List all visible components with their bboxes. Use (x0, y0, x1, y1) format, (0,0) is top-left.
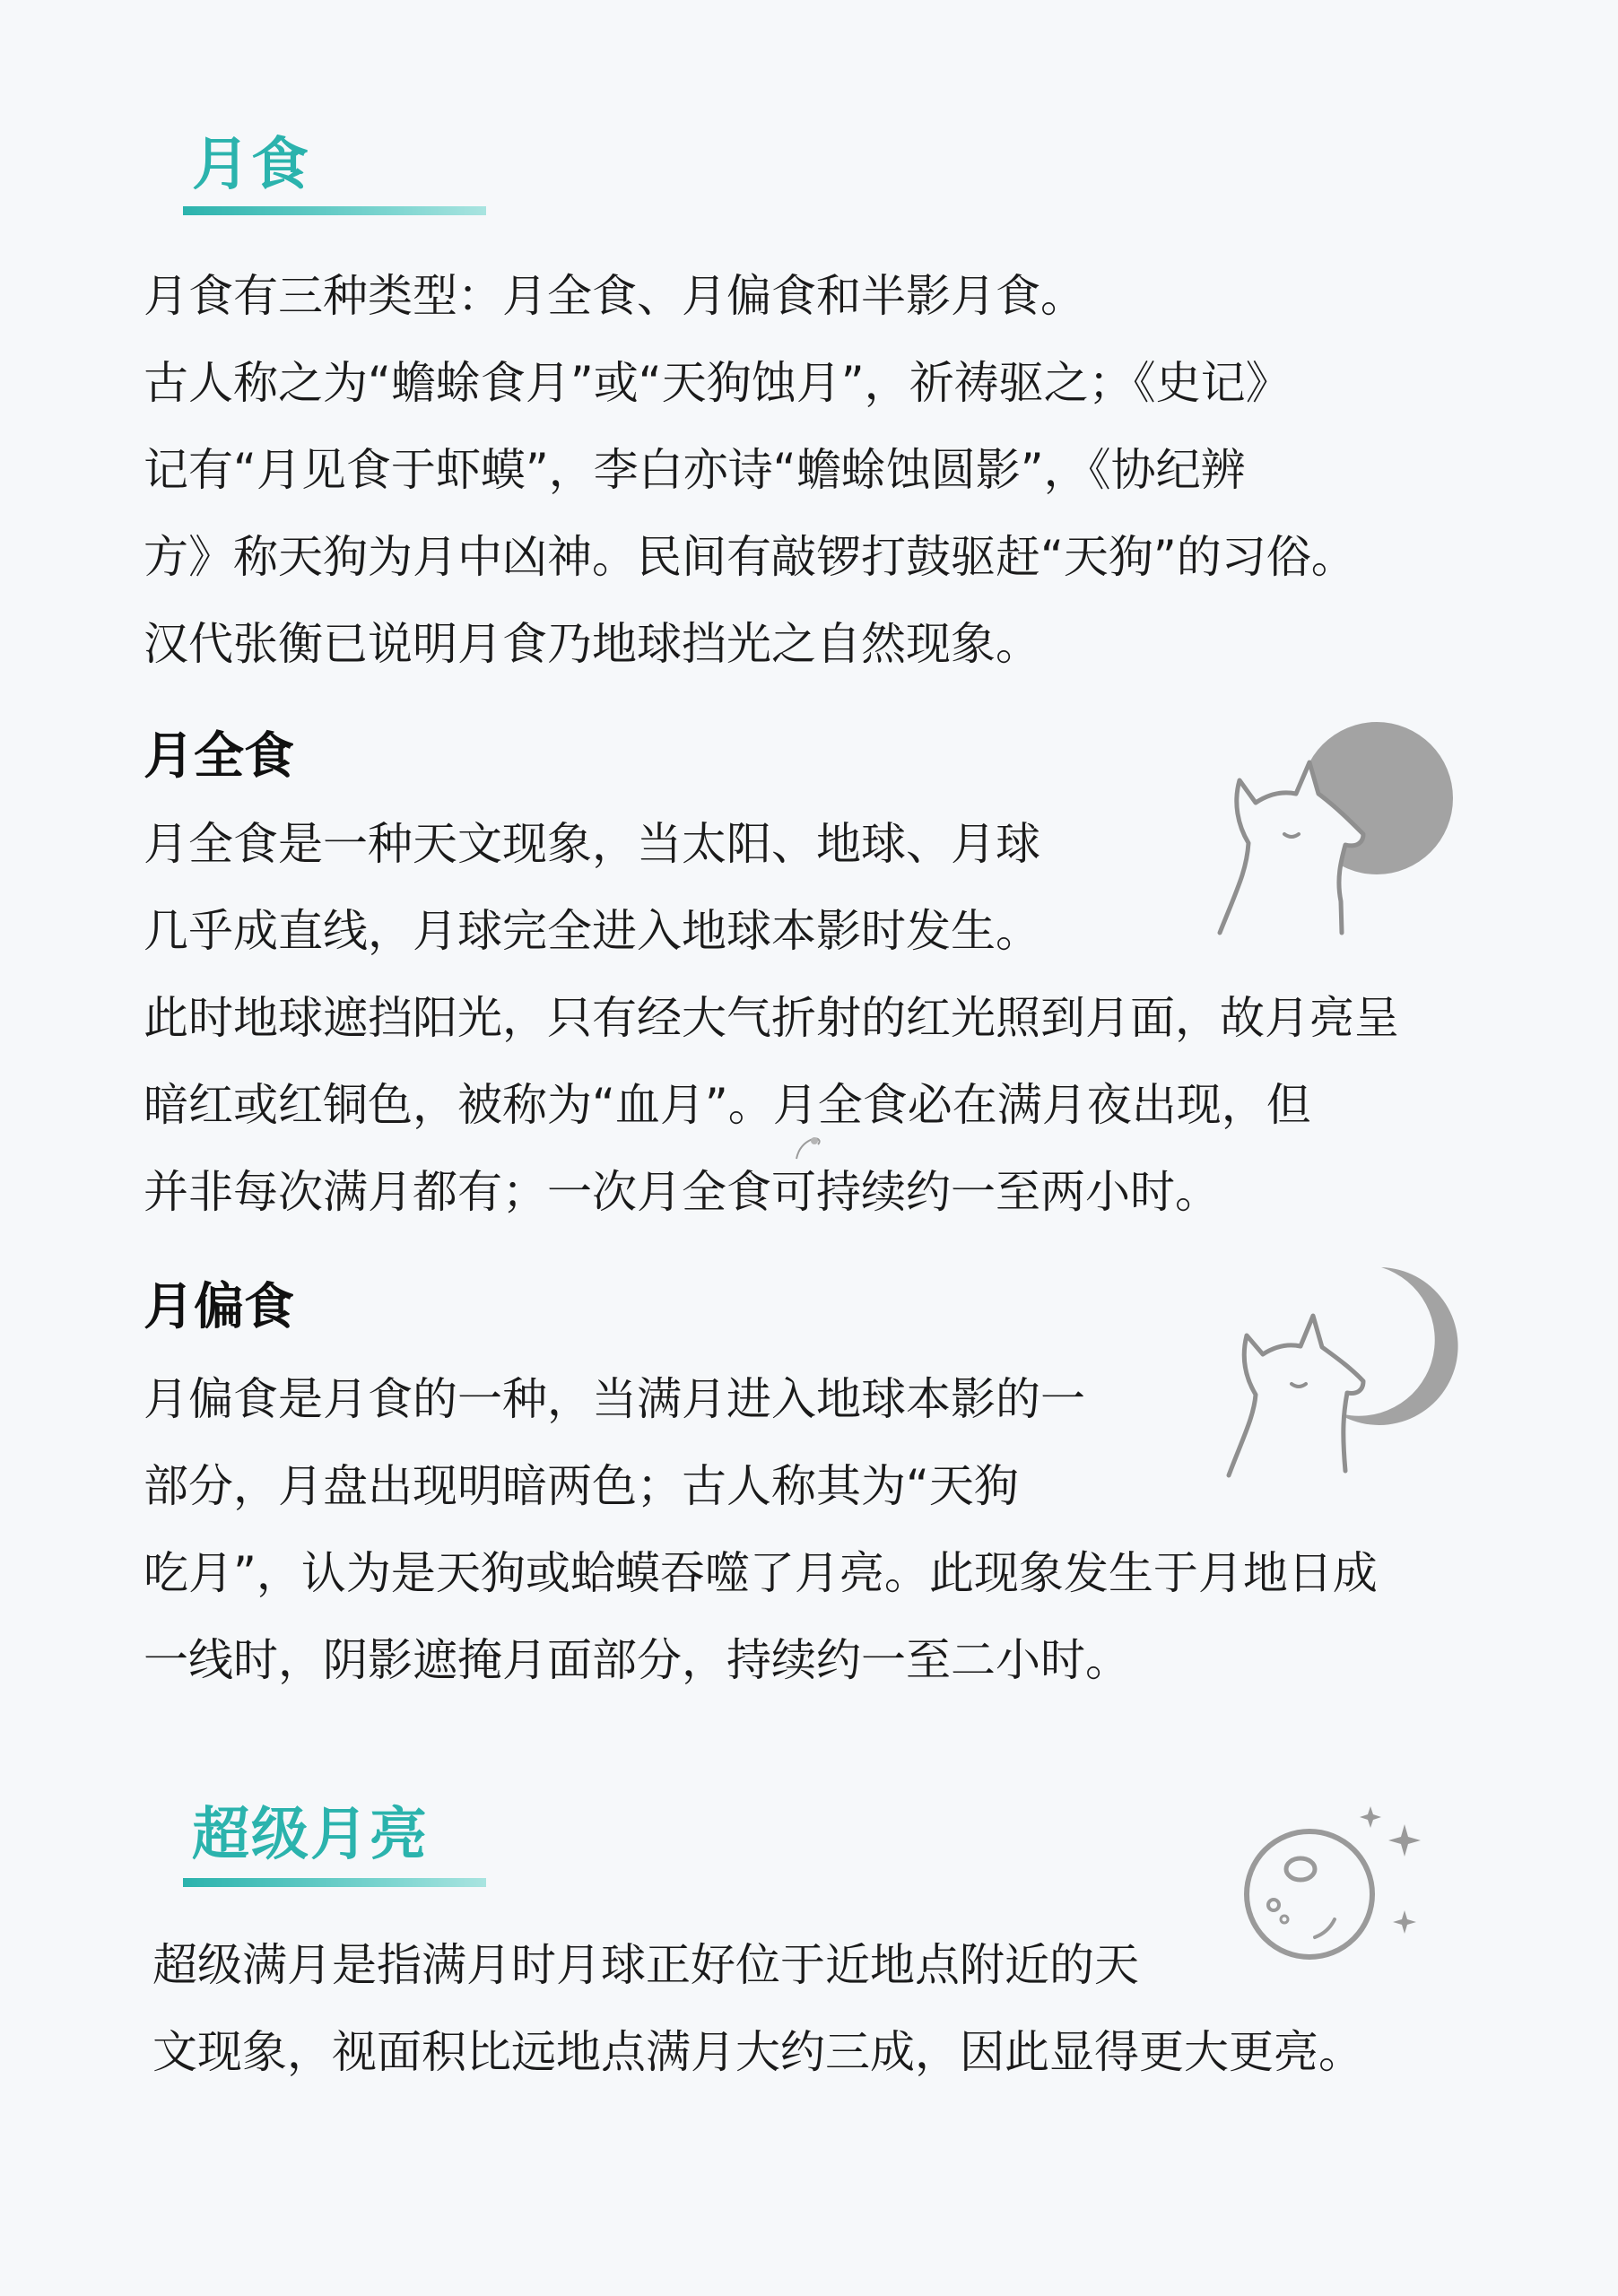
paragraph-line: 几乎成直线，月球完全进入地球本影时发生。 (144, 905, 1040, 957)
paragraph-line: 记有“月见食于虾蟆”，李白亦诗“蟾蜍蚀圆影”，《协纪辨 (144, 444, 1246, 496)
paragraph-line: 暗红或红铜色，被称为“血月”。月全食必在满月夜出现，但 (144, 1079, 1311, 1131)
title-underline-supermoon (183, 1878, 486, 1887)
dog-howling-moon-icon (1184, 709, 1453, 951)
section-title-lunar-eclipse: 月食 (192, 132, 310, 198)
paragraph-line: 月偏食是月食的一种，当满月进入地球本影的一 (144, 1373, 1085, 1425)
paragraph-line: 汉代张衡已说明月食乃地球挡光之自然现象。 (144, 618, 1040, 670)
moon-with-stars-icon (1229, 1794, 1444, 1973)
paragraph-line: 此时地球遮挡阳光，只有经大气折射的红光照到月面，故月亮呈 (144, 992, 1399, 1044)
paragraph-line: 月全食是一种天文现象，当太阳、地球、月球 (144, 818, 1040, 870)
paragraph-line: 方》称天狗为月中凶神。民间有敲锣打鼓驱赶“天狗”的习俗。 (144, 531, 1356, 583)
subsection-title-partial-eclipse: 月偏食 (144, 1278, 294, 1336)
paragraph-line: 古人称之为“蟾蜍食月”或“天狗蚀月”，祈祷驱之；《史记》 (144, 357, 1291, 409)
section-title-supermoon: 超级月亮 (192, 1802, 429, 1868)
paragraph-line: 一线时，阴影遮掩月面部分，持续约一至二小时。 (144, 1634, 1130, 1686)
paragraph-line: 文现象，视面积比远地点满月大约三成，因此显得更大更亮。 (152, 2026, 1363, 2078)
paragraph-line: 月食有三种类型：月全食、月偏食和半影月食。 (144, 270, 1085, 322)
partial-eclipse-paragraph (144, 1356, 1378, 1704)
small-doodle-icon (791, 1132, 827, 1164)
subsection-title-total-eclipse: 月全食 (144, 727, 294, 786)
paragraph-line: 并非每次满月都有；一次月全食可持续约一至两小时。 (144, 1166, 1220, 1218)
paragraph-line: 超级满月是指满月时月球正好位于近地点附近的天 (152, 1939, 1139, 1991)
eclipse-intro-paragraph (144, 253, 1356, 688)
paragraph-line: 部分，月盘出现明暗两色；古人称其为“天狗 (144, 1460, 1019, 1512)
title-underline-lunar-eclipse (183, 206, 486, 215)
dog-eating-moon-icon (1202, 1260, 1462, 1493)
supermoon-paragraph (152, 1922, 1363, 2096)
paragraph-line: 吃月”，认为是天狗或蛤蟆吞噬了月亮。此现象发生于月地日成 (144, 1547, 1378, 1599)
